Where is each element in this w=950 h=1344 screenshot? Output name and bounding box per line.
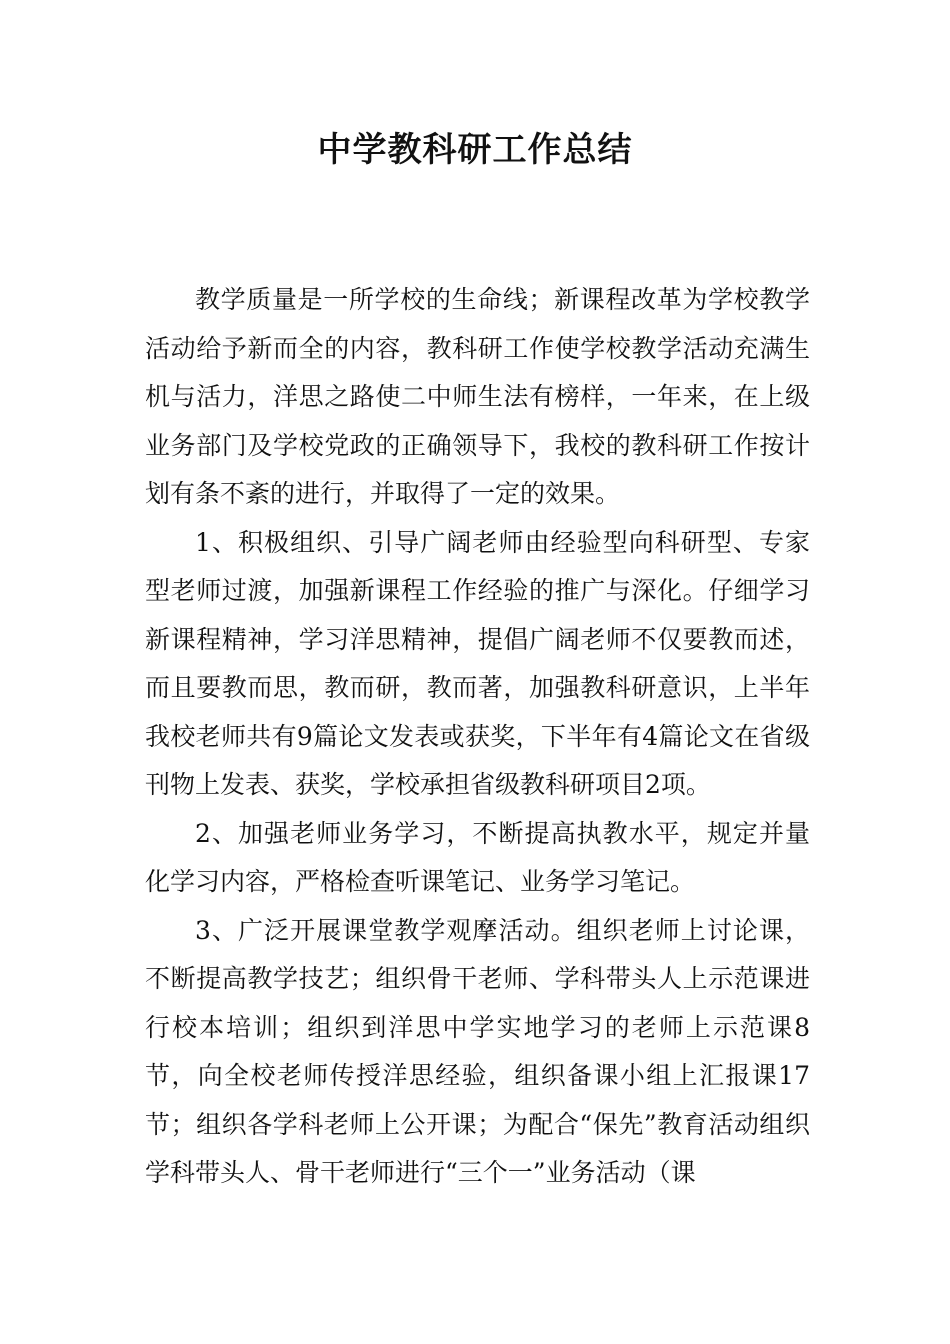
paragraph-item-3: 3、广泛开展课堂教学观摩活动。组织老师上讨论课，不断提高教学技艺；组织骨干老师、学科带头人上示范课进行校本培训；组织到洋思中学实地学习的老师上示范课8节，向全校老师传授洋思经验，组织备课小组上汇报课17节；组织各学科老师上公开课；为配合“保先”教育活动组织学科带头人、骨干老师进行“三个一”业务活动（课 xyxy=(145,915,810,1187)
document-body xyxy=(145,276,810,1198)
paragraph-intro: 教学质量是一所学校的生命线；新课程改革为学校教学活动给予新而全的内容，教科研工作使学校教学活动充满生机与活力，洋思之路使二中师生法有榜样，一年来，在上级业务部门及学校党政的正确领导下，我校的教科研工作按计划有条不紊的进行，并取得了一定的效果。 xyxy=(145,285,810,508)
document-title: 中学教科研工作总结 xyxy=(317,130,633,170)
paragraph-item-1: 1、积极组织、引导广阔老师由经验型向科研型、专家型老师过渡，加强新课程工作经验的推广与深化。仔细学习新课程精神，学习洋思精神，提倡广阔老师不仅要教而述，而且要教而思，教而研，教而著，加强教科研意识，上半年我校老师共有9篇论文发表或获奖，下半年有4篇论文在省级刊物上发表、获奖，学校承担省级教科研项目2项。 xyxy=(145,527,810,799)
paragraph-item-2: 2、加强老师业务学习，不断提高执教水平，规定并量化学习内容，严格检查听课笔记、业务学习笔记。 xyxy=(145,818,810,896)
